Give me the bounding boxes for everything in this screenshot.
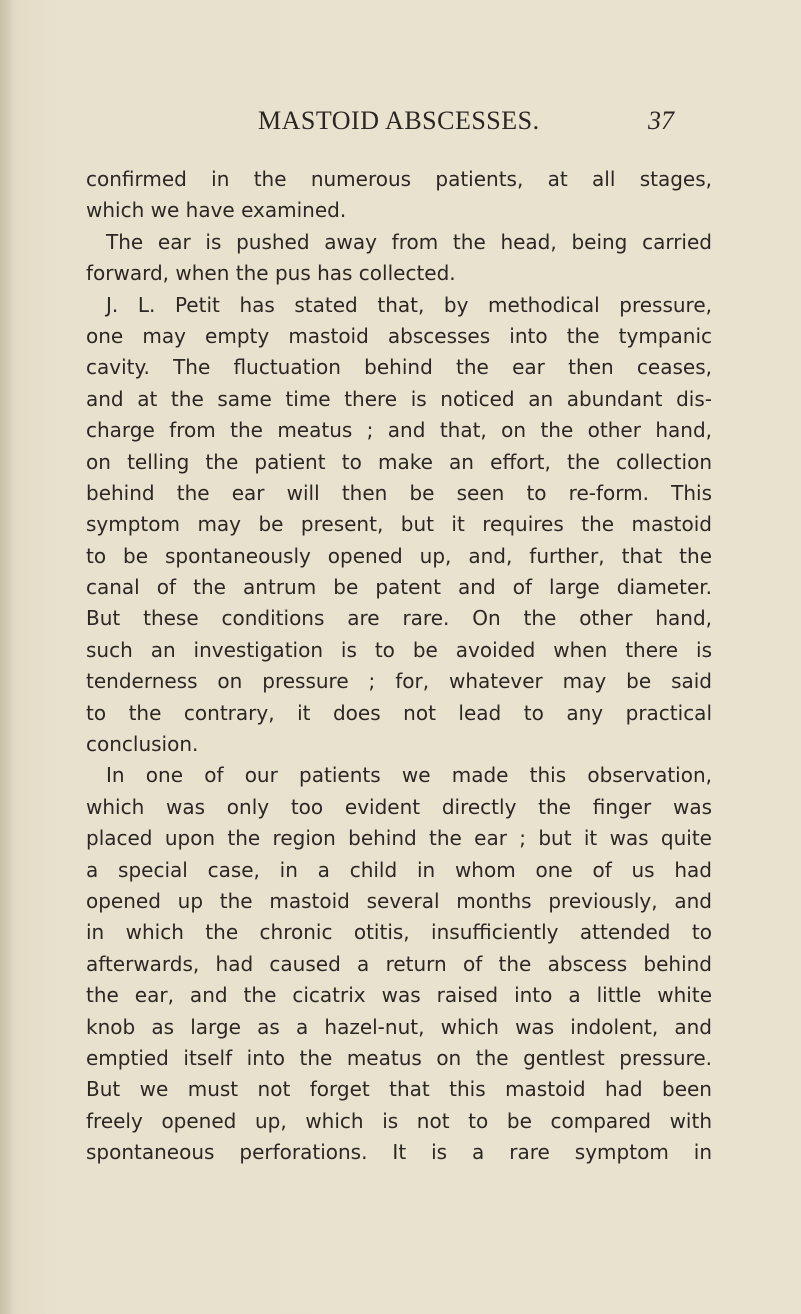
- text-line: But these conditions are rare. On the other hand,: [86, 606, 712, 631]
- text-line: in which the chronic otitis, insufficiently attended to: [86, 920, 712, 945]
- text-line: the ear, and the cicatrix was raised into a little white: [86, 983, 712, 1008]
- page-gutter-shadow: [0, 0, 14, 1314]
- text-line: canal of the antrum be patent and of large diameter.: [86, 575, 712, 600]
- text-line: conclusion.: [86, 732, 199, 757]
- text-line: symptom may be present, but it requires the mastoid: [86, 512, 712, 537]
- text-line: forward, when the pus has collected.: [86, 261, 456, 286]
- running-header: [0, 96, 801, 136]
- text-line: one may empty mastoid abscesses into the tympanic: [86, 323, 712, 348]
- text-line: to the contrary, it does not lead to any practical: [86, 700, 712, 725]
- text-line: opened up the mastoid several months previously, and: [86, 888, 712, 913]
- body-text: [86, 164, 712, 1169]
- text-line: emptied itself into the meatus on the gentlest pressure.: [86, 1045, 712, 1070]
- text-line: placed upon the region behind the ear ; but it was quite: [86, 826, 712, 851]
- text-line: which was only too evident directly the finger was: [86, 794, 712, 819]
- text-line: to be spontaneously opened up, and, further, that the: [86, 543, 712, 568]
- text-line: J. L. Petit has stated that, by methodical pressure,: [106, 292, 712, 317]
- text-line: which we have examined.: [86, 198, 347, 223]
- text-line: on telling the patient to make an effort, the collection: [86, 449, 712, 474]
- page-number: 37: [648, 106, 674, 135]
- running-head-title: MASTOID ABSCESSES.: [258, 106, 540, 135]
- text-line: cavity. The fluctuation behind the ear then ceases,: [86, 355, 712, 380]
- text-line: In one of our patients we made this observation,: [106, 763, 712, 788]
- text-line: The ear is pushed away from the head, being carried: [106, 229, 712, 254]
- text-line: and at the same time there is noticed an abundant dis-: [86, 386, 712, 411]
- text-line: But we must not forget that this mastoid had been: [86, 1077, 712, 1102]
- text-line: tenderness on pressure ; for, whatever may be said: [86, 669, 712, 694]
- text-line: charge from the meatus ; and that, on the other hand,: [86, 418, 712, 443]
- text-line: such an investigation is to be avoided when there is: [86, 637, 712, 662]
- text-line: freely opened up, which is not to be compared with: [86, 1108, 712, 1133]
- text-line: afterwards, had caused a return of the abscess behind: [86, 951, 712, 976]
- text-line: a special case, in a child in whom one of us had: [86, 857, 712, 882]
- text-line: confirmed in the numerous patients, at all stages,: [86, 167, 712, 191]
- text-line: spontaneous perforations. It is a rare symptom in: [86, 1140, 712, 1165]
- text-line: knob as large as a hazel-nut, which was indolent, and: [86, 1014, 712, 1039]
- text-line: behind the ear will then be seen to re-form. This: [86, 480, 712, 505]
